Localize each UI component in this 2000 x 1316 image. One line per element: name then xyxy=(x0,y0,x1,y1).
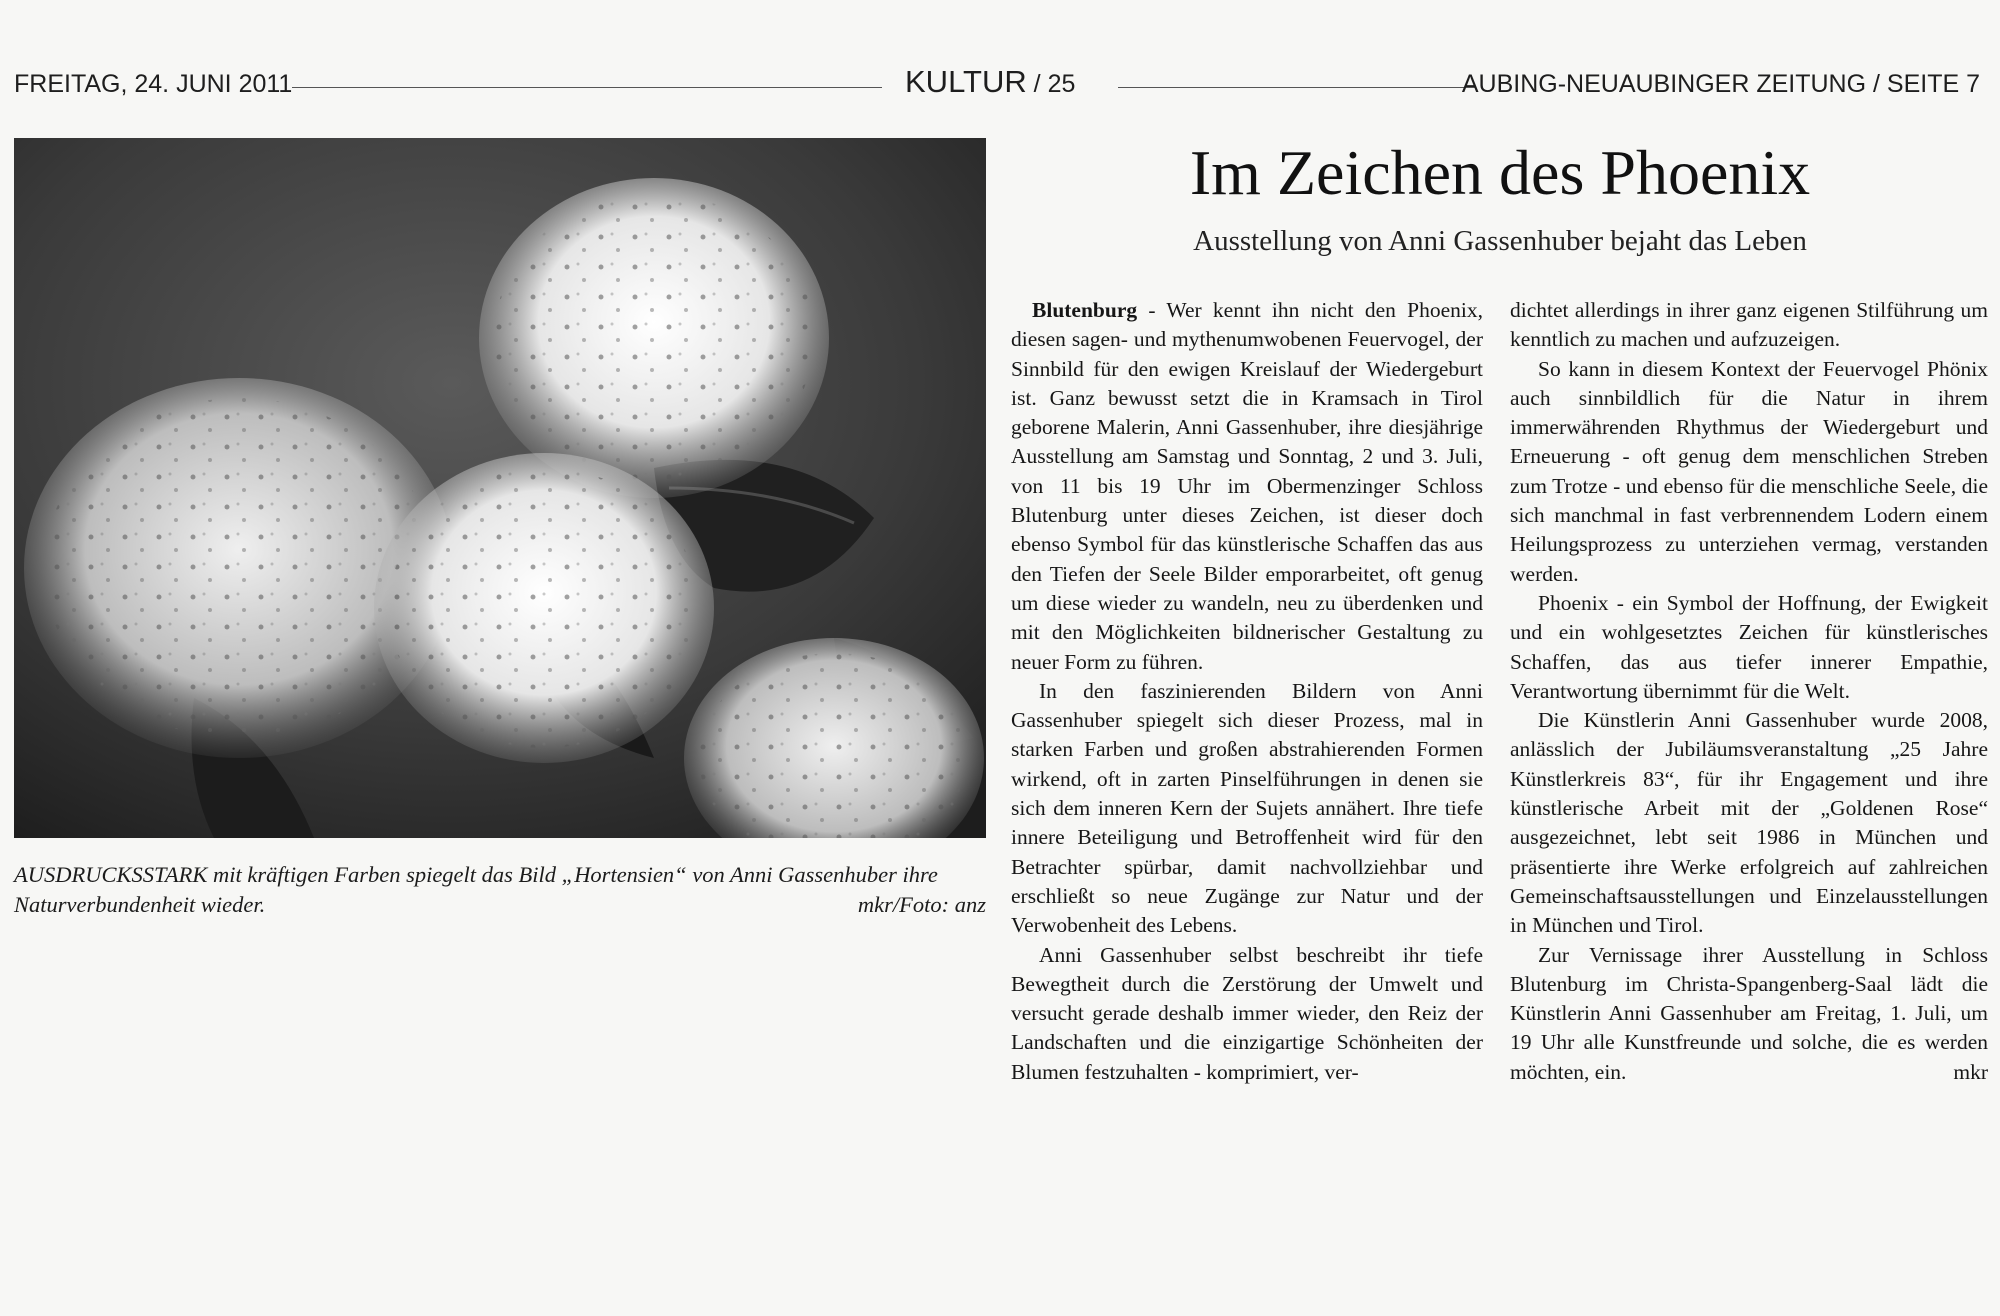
header-rule-right xyxy=(1118,87,1476,88)
header-date: FREITAG, 24. JUNI 2011 xyxy=(14,70,293,98)
paragraph: Die Künstlerin Anni Gassenhuber wurde 2008, anlässlich der Jubiläumsveranstaltung „25 Jahre Künstlerkreis 83“, für ihr Engagement und ihre künstlerische Arbeit mit der „Goldenen Rose“ ausgezeichnet, lebt seit 1986 in München und präsentierte ihre Werke erfolgreich auf zahlreichen Gemeinschaftsausstellungen und Einzelausstellungen in München und Tirol. xyxy=(1510,708,1988,938)
paragraph: Anni Gassenhuber selbst beschreibt ihr tiefe Bewegtheit durch die Zerstörung der Umwelt und versucht gerade deshalb immer wieder, den Reiz der Landschaften und die einzigartige Schönheiten der Blumen festzuhalten - komprimiert, ver- xyxy=(1011,942,1483,1084)
article-photo xyxy=(14,138,986,838)
paragraph: Zur Vernissage ihrer Ausstellung in Schloss Blutenburg im Christa-Spangenberg-Saal lädt die Künstlerin Anni Gassenhuber am Freitag, 1. Juli, um 19 Uhr alle Kunstfreunde und solche, die es werden möchten, ein. mkr xyxy=(1510,941,1988,1087)
section-name: KULTUR xyxy=(905,64,1027,99)
section-page: / 25 xyxy=(1033,70,1076,98)
article-headline: Im Zeichen des Phoenix xyxy=(1189,137,1811,208)
paragraph: Blutenburg - Wer kennt ihn nicht den Phoenix, diesen sagen- und mythenumwobenen Feuervogel, der Sinnbild für den ewigen Kreislauf der Wiedergeburt ist. Ganz bewusst setzt die in Kramsach in Tirol geborene Malerin, Anni Gassenhuber, ihre diesjährige Ausstellung am Samstag und Sonntag, 2 und 3. Juli, von 11 bis 19 Uhr im Obermenzinger Schloss Blutenburg unter dieses Zeichen, ist dieser doch ebenso Symbol für das künstlerische Schaffen das aus den Tiefen der Seele Bilder emporarbeitet, oft genug um diese wieder zu wandeln, neu zu überdenken und mit den Möglichkeiten bildnerischer Gestaltung zu neuer Form zu führen. xyxy=(1011,298,1483,674)
caption-text: mit kräftigen Farben spiegelt das Bild „Hortensien“ von Anni Gassenhuber ihre Naturverbundenheit wieder. xyxy=(14,862,938,917)
paragraph: In den faszinierenden Bildern von Anni Gassenhuber spiegelt sich dieser Prozess, mal in starken Farben und großen abstrahierenden Formen wirkend, oft in zarten Pinselführungen in denen sie sich dem inneren Kern der Sujets annähert. Ihre tiefe innere Beteiligung und Betroffenheit wird für den Betrachter spürbar, damit nachvollziehbar und erschließt so neue Zugänge zur Natur und der Verwobenheit des Lebens. xyxy=(1011,678,1483,938)
author-signature: mkr xyxy=(1953,1059,1988,1084)
paragraph: So kann in diesem Kontext der Feuervogel Phönix auch sinnbildlich für die Natur in ihrem immerwährenden Rhythmus der Wiedergeburt und Erneuerung - oft genug dem menschlichen Streben zum Trotze - und ebenso für die menschliche Seele, die sich manchmal in fast verbrennendem Lodern einem Heilungsprozess zu unterziehen vermag, verstanden werden. xyxy=(1510,356,1988,586)
header-section xyxy=(905,64,1075,100)
article-column-1 xyxy=(1011,296,1483,1087)
photo-caption xyxy=(14,860,986,920)
placeline: Blutenburg xyxy=(1032,298,1138,322)
photo-credit: mkr/Foto: anz xyxy=(857,892,986,917)
header-rule-left xyxy=(292,87,882,88)
header-paper: AUBING-NEUAUBINGER ZEITUNG / SEITE 7 xyxy=(1461,70,1980,98)
article-column-2 xyxy=(1510,296,1988,1087)
article-subheadline: Ausstellung von Anni Gassenhuber bejaht das Leben xyxy=(1193,225,1807,257)
caption-kicker: AUSDRUCKSSTARK xyxy=(14,862,208,887)
hydrangea-painting xyxy=(14,138,986,838)
paragraph: Phoenix - ein Symbol der Hoffnung, der Ewigkeit und ein wohlgesetztes Zeichen für künstlerisches Schaffen, das aus tiefer innerer Empathie, Verantwortung übernimmt für die Welt. xyxy=(1510,590,1988,703)
paragraph: dichtet allerdings in ihrer ganz eigenen Stilführung um kenntlich zu machen und aufzuzeigen. xyxy=(1510,298,1988,352)
